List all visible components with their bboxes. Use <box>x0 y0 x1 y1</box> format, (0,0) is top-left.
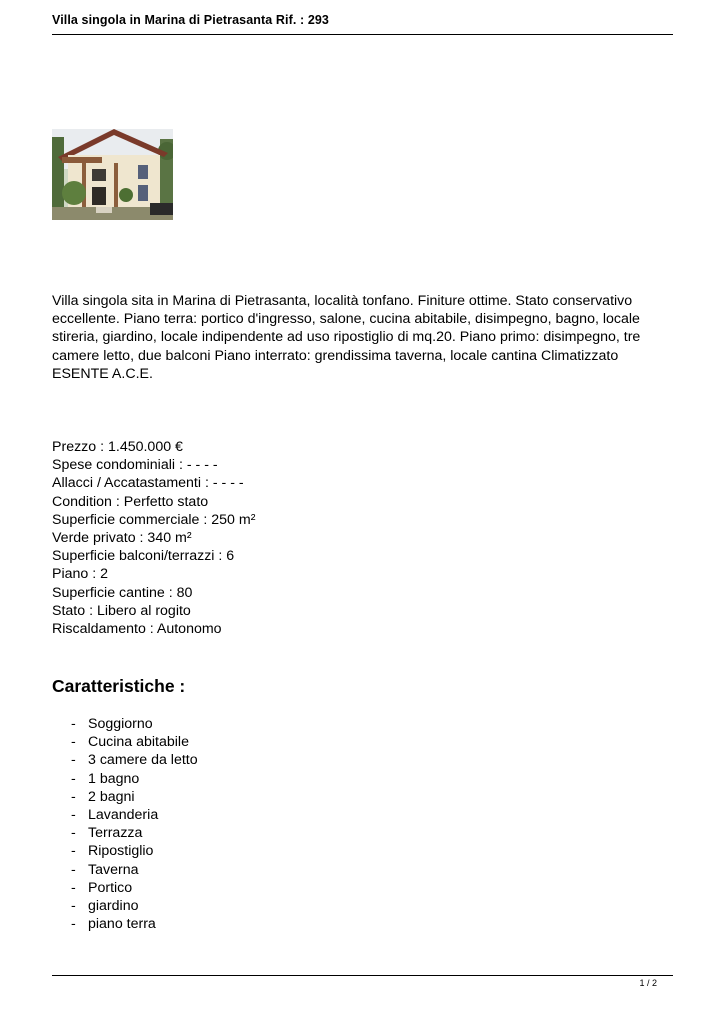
list-item <box>52 715 198 733</box>
feature-label: Portico <box>88 879 133 896</box>
list-bullet: - <box>71 879 76 896</box>
list-bullet: - <box>71 916 76 933</box>
property-description: Villa singola sita in Marina di Pietrasanta, località tonfano. Finiture ottime. Stato conservativo eccellente. Piano terra: portico d'ingresso, salone, cucina abitabile, disimpegno, bagno, locale stireria, giardino, locale indipendente ad uso ripostiglio di mq.20. Piano primo: disimpegno, tre camere letto, due balconi Piano interrato: grendissima taverna, locale cantina Climatizzato ESENTE A.C.E. <box>52 293 641 382</box>
detail-floor: Piano : 2 <box>52 566 109 583</box>
detail-heating: Riscaldamento : Autonomo <box>52 621 222 638</box>
list-bullet: - <box>71 716 76 732</box>
list-item <box>52 842 198 860</box>
header-divider <box>52 34 673 35</box>
feature-label: Lavanderia <box>88 807 159 824</box>
feature-label: 1 bagno <box>88 770 140 787</box>
list-bullet: - <box>71 898 76 915</box>
list-bullet: - <box>71 825 76 842</box>
feature-label: Cucina abitabile <box>88 734 189 751</box>
feature-label: 3 camere da letto <box>88 752 198 769</box>
detail-connections: Allacci / Accatastamenti : - - - - <box>52 475 244 492</box>
list-item <box>52 788 198 806</box>
list-item <box>52 824 198 842</box>
list-bullet: - <box>71 843 76 860</box>
list-item <box>52 751 198 769</box>
list-bullet: - <box>71 788 76 805</box>
list-bullet: - <box>71 807 76 824</box>
page-number: 1 / 2 <box>639 978 657 988</box>
detail-cellar-area: Superficie cantine : 80 <box>52 584 193 601</box>
list-bullet: - <box>71 861 76 878</box>
list-bullet: - <box>71 770 76 787</box>
list-item <box>52 806 198 824</box>
list-bullet: - <box>71 752 76 769</box>
detail-commercial-area: Superficie commerciale : 250 m² <box>52 511 256 528</box>
list-item <box>52 915 198 933</box>
footer-divider <box>52 975 673 976</box>
list-item <box>52 861 198 879</box>
list-item <box>52 770 198 788</box>
feature-label: giardino <box>88 898 139 915</box>
page-header-title: Villa singola in Marina di Pietrasanta Rif. : 293 <box>52 13 329 27</box>
features-list <box>52 715 198 933</box>
property-details <box>52 438 255 638</box>
feature-label: Taverna <box>88 861 139 878</box>
feature-label: Terrazza <box>88 825 143 842</box>
detail-price: Prezzo : 1.450.000 € <box>52 439 183 455</box>
list-bullet: - <box>71 734 76 751</box>
detail-condo-fees: Spese condominiali : - - - - <box>52 457 218 474</box>
detail-status: Stato : Libero al rogito <box>52 602 191 619</box>
detail-condition: Condition : Perfetto stato <box>52 493 209 510</box>
list-item <box>52 733 198 751</box>
villa-photo <box>52 129 173 220</box>
feature-label: piano terra <box>88 916 156 933</box>
list-item <box>52 879 198 897</box>
feature-label: Ripostiglio <box>88 843 154 860</box>
detail-private-garden: Verde privato : 340 m² <box>52 530 192 547</box>
feature-label: 2 bagni <box>88 788 135 805</box>
list-item <box>52 897 198 915</box>
detail-balconies: Superficie balconi/terrazzi : 6 <box>52 548 235 565</box>
features-heading: Caratteristiche : <box>52 676 186 696</box>
feature-label: Soggiorno <box>88 716 153 732</box>
